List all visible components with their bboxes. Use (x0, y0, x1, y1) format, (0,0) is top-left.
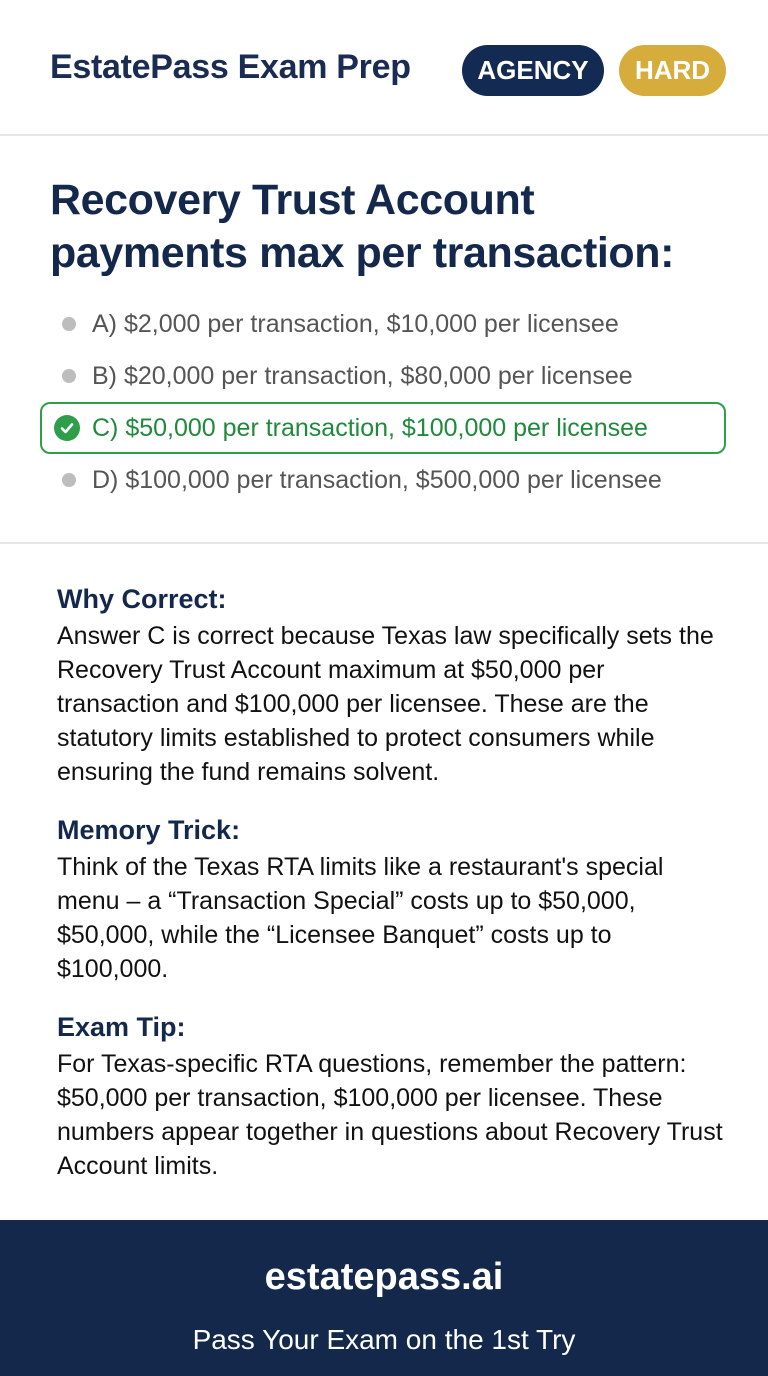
bullet-icon (62, 369, 76, 383)
memory-trick-section (57, 815, 727, 986)
option-a[interactable] (40, 298, 726, 350)
option-c[interactable] (40, 402, 726, 454)
difficulty-badge: HARD (619, 45, 726, 96)
memory-trick-text: Think of the Texas RTA limits like a restaurant's special menu – a “Transaction Special” costs up to $50,000, $50,000, while the “Licensee Banquet” costs up to $100,000. (57, 853, 664, 983)
option-d[interactable] (40, 454, 726, 506)
question-section (0, 138, 768, 544)
why-correct-text: Answer C is correct because Texas law specifically sets the Recovery Trust Account maximum at $50,000 per transaction and $100,000 per licensee. These are the statutory limits established to protect consumers while ensuring the fund remains solvent. (57, 622, 714, 786)
brand-title: EstatePass Exam Prep (50, 48, 411, 86)
exam-tip-heading: Exam Tip: (57, 1012, 186, 1042)
question-title: Recovery Trust Account payments max per transaction: (50, 176, 675, 277)
footer-site[interactable]: estatepass.ai (264, 1256, 504, 1298)
footer (0, 1220, 768, 1376)
memory-trick-heading: Memory Trick: (57, 815, 241, 845)
why-correct-section (57, 584, 727, 789)
option-label: C) $50,000 per transaction, $100,000 per licensee (92, 413, 648, 442)
header (0, 0, 768, 136)
exam-tip-text: For Texas-specific RTA questions, remember the pattern: $50,000 per transaction, $100,000 per licensee. These numbers appear together in questions about Recovery Trust Account limits. (57, 1050, 723, 1180)
bullet-icon (62, 473, 76, 487)
category-badge: AGENCY (462, 45, 604, 96)
why-correct-heading: Why Correct: (57, 584, 227, 614)
option-label: D) $100,000 per transaction, $500,000 per licensee (92, 465, 662, 494)
exam-tip-section (57, 1012, 727, 1183)
option-b[interactable] (40, 350, 726, 402)
option-label: B) $20,000 per transaction, $80,000 per licensee (92, 361, 633, 390)
option-label: A) $2,000 per transaction, $10,000 per licensee (92, 309, 619, 338)
footer-tagline: Pass Your Exam on the 1st Try (192, 1324, 576, 1355)
checkmark-icon (54, 415, 80, 441)
bullet-icon (62, 317, 76, 331)
